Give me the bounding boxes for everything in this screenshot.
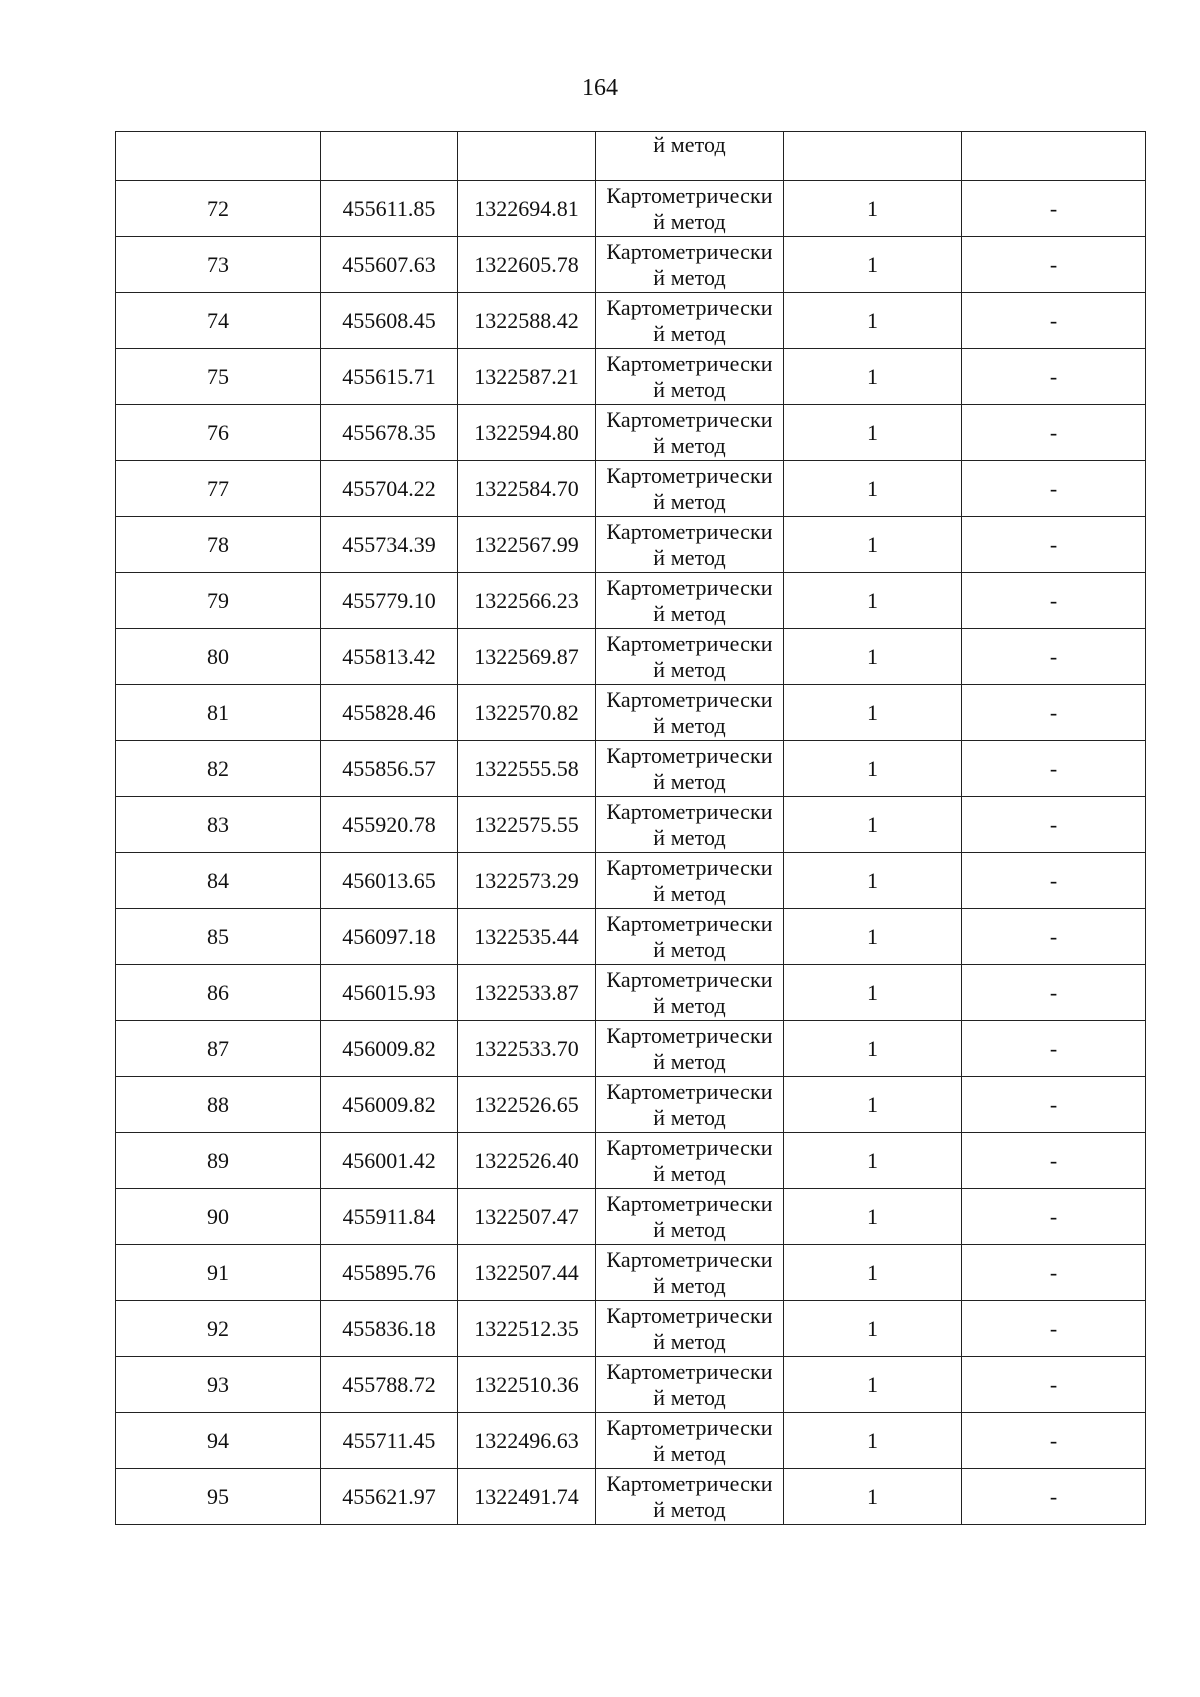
cell-x: 455678.35 (321, 405, 458, 461)
cell-accuracy (784, 132, 962, 181)
table-row (116, 461, 1146, 517)
method-line-1: Картометрически (606, 1190, 773, 1216)
cell-accuracy: 1 (784, 181, 962, 237)
cell-note: - (962, 797, 1146, 853)
method-line-2: й метод (653, 1440, 726, 1466)
cell-method (596, 1245, 784, 1301)
cell-y: 1322575.55 (458, 797, 596, 853)
table-row (116, 237, 1146, 293)
cell-method (596, 573, 784, 629)
table-row (116, 1469, 1146, 1525)
table-row (116, 1021, 1146, 1077)
table-row (116, 1077, 1146, 1133)
cell-y: 1322533.87 (458, 965, 596, 1021)
cell-note: - (962, 1469, 1146, 1525)
method-line-2: й метод (653, 1160, 726, 1186)
method-line: й метод (653, 132, 726, 157)
cell-y: 1322594.80 (458, 405, 596, 461)
table-row (116, 1245, 1146, 1301)
cell-point-number: 72 (116, 181, 321, 237)
cell-accuracy: 1 (784, 517, 962, 573)
cell-method (596, 909, 784, 965)
cell-y: 1322512.35 (458, 1301, 596, 1357)
method-line-1: Картометрически (606, 1302, 773, 1328)
cell-y: 1322605.78 (458, 237, 596, 293)
method-line-2: й метод (653, 768, 726, 794)
cell-point-number: 95 (116, 1469, 321, 1525)
cell-y: 1322496.63 (458, 1413, 596, 1469)
cell-accuracy: 1 (784, 1301, 962, 1357)
method-line-2: й метод (653, 544, 726, 570)
cell-note: - (962, 293, 1146, 349)
cell-note: - (962, 1357, 1146, 1413)
cell-method (596, 1133, 784, 1189)
cell-x: 455611.85 (321, 181, 458, 237)
cell-y: 1322694.81 (458, 181, 596, 237)
table-row (116, 797, 1146, 853)
cell-note: - (962, 909, 1146, 965)
table-row (116, 573, 1146, 629)
cell-note: - (962, 685, 1146, 741)
method-line-2: й метод (653, 488, 726, 514)
cell-accuracy: 1 (784, 293, 962, 349)
cell-x: 455734.39 (321, 517, 458, 573)
cell-y: 1322510.36 (458, 1357, 596, 1413)
cell-note (962, 132, 1146, 181)
cell-x (321, 132, 458, 181)
cell-y: 1322566.23 (458, 573, 596, 629)
method-line-2: й метод (653, 1328, 726, 1354)
table-body (116, 132, 1146, 1525)
cell-point-number: 83 (116, 797, 321, 853)
cell-y: 1322507.44 (458, 1245, 596, 1301)
cell-method (596, 293, 784, 349)
cell-x: 455704.22 (321, 461, 458, 517)
page-number: 164 (582, 75, 618, 101)
method-line-1: Картометрически (606, 1022, 773, 1048)
cell-accuracy: 1 (784, 1469, 962, 1525)
cell-y (458, 132, 596, 181)
method-line-1: Картометрически (606, 1134, 773, 1160)
cell-accuracy: 1 (784, 965, 962, 1021)
cell-method (596, 1413, 784, 1469)
method-line-1: Картометрически (606, 1470, 773, 1496)
method-line-2: й метод (653, 880, 726, 906)
method-line-2: й метод (653, 936, 726, 962)
cell-note: - (962, 405, 1146, 461)
method-line-1: Картометрически (606, 518, 773, 544)
method-line-2: й метод (653, 824, 726, 850)
method-line-2: й метод (653, 1496, 726, 1522)
cell-accuracy: 1 (784, 1357, 962, 1413)
cell-accuracy: 1 (784, 1245, 962, 1301)
cell-x: 455920.78 (321, 797, 458, 853)
cell-method (596, 1301, 784, 1357)
method-line-1: Картометрически (606, 910, 773, 936)
cell-accuracy: 1 (784, 629, 962, 685)
cell-y: 1322588.42 (458, 293, 596, 349)
cell-point-number: 82 (116, 741, 321, 797)
cell-y: 1322526.40 (458, 1133, 596, 1189)
method-line-2: й метод (653, 1048, 726, 1074)
cell-point-number: 78 (116, 517, 321, 573)
cell-x: 456013.65 (321, 853, 458, 909)
cell-accuracy: 1 (784, 853, 962, 909)
cell-note: - (962, 1077, 1146, 1133)
cell-point-number: 75 (116, 349, 321, 405)
cell-x: 456015.93 (321, 965, 458, 1021)
table-row (116, 965, 1146, 1021)
method-line-1: Картометрически (606, 630, 773, 656)
table-row (116, 405, 1146, 461)
cell-y: 1322535.44 (458, 909, 596, 965)
cell-accuracy: 1 (784, 741, 962, 797)
cell-x: 455836.18 (321, 1301, 458, 1357)
method-line-1: Картометрически (606, 574, 773, 600)
cell-method (596, 685, 784, 741)
cell-point-number: 91 (116, 1245, 321, 1301)
method-line-2: й метод (653, 1272, 726, 1298)
method-line-1: Картометрически (606, 182, 773, 208)
cell-accuracy: 1 (784, 1077, 962, 1133)
cell-x: 456001.42 (321, 1133, 458, 1189)
method-line-1: Картометрически (606, 854, 773, 880)
cell-y: 1322533.70 (458, 1021, 596, 1077)
cell-note: - (962, 1189, 1146, 1245)
table-row (116, 629, 1146, 685)
table-row (116, 909, 1146, 965)
method-line-1: Картометрически (606, 966, 773, 992)
cell-x: 455615.71 (321, 349, 458, 405)
cell-method (596, 629, 784, 685)
cell-note: - (962, 349, 1146, 405)
method-line-1: Картометрически (606, 686, 773, 712)
cell-method (596, 965, 784, 1021)
method-line-2: й метод (653, 600, 726, 626)
cell-x: 455621.97 (321, 1469, 458, 1525)
method-line-2: й метод (653, 1104, 726, 1130)
continuation-row (116, 132, 1146, 181)
table-row (116, 853, 1146, 909)
method-line-2: й метод (653, 656, 726, 682)
method-line-2: й метод (653, 320, 726, 346)
cell-note: - (962, 237, 1146, 293)
cell-method (596, 405, 784, 461)
table-row (116, 1301, 1146, 1357)
cell-note: - (962, 181, 1146, 237)
cell-point-number: 86 (116, 965, 321, 1021)
cell-point-number: 79 (116, 573, 321, 629)
table-row (116, 1133, 1146, 1189)
table-row (116, 685, 1146, 741)
table-row (116, 181, 1146, 237)
cell-y: 1322573.29 (458, 853, 596, 909)
cell-accuracy: 1 (784, 1413, 962, 1469)
method-line-2: й метод (653, 1384, 726, 1410)
cell-x: 455895.76 (321, 1245, 458, 1301)
cell-point-number: 94 (116, 1413, 321, 1469)
cell-method (596, 1469, 784, 1525)
method-line-1: Картометрически (606, 1358, 773, 1384)
cell-y: 1322570.82 (458, 685, 596, 741)
cell-accuracy: 1 (784, 685, 962, 741)
table-row (116, 1357, 1146, 1413)
cell-x: 455608.45 (321, 293, 458, 349)
cell-point-number: 92 (116, 1301, 321, 1357)
cell-method (596, 132, 784, 181)
cell-point-number: 84 (116, 853, 321, 909)
method-line-2: й метод (653, 1216, 726, 1242)
method-line-2: й метод (653, 376, 726, 402)
cell-y: 1322555.58 (458, 741, 596, 797)
cell-x: 455607.63 (321, 237, 458, 293)
method-line-1: Картометрически (606, 238, 773, 264)
cell-x: 456097.18 (321, 909, 458, 965)
method-line-2: й метод (653, 992, 726, 1018)
cell-note: - (962, 629, 1146, 685)
table-row (116, 1189, 1146, 1245)
cell-y: 1322584.70 (458, 461, 596, 517)
cell-point-number: 85 (116, 909, 321, 965)
cell-point-number: 93 (116, 1357, 321, 1413)
method-line-2: й метод (653, 264, 726, 290)
cell-note: - (962, 1413, 1146, 1469)
cell-y: 1322526.65 (458, 1077, 596, 1133)
cell-x: 455856.57 (321, 741, 458, 797)
cell-accuracy: 1 (784, 573, 962, 629)
cell-point-number (116, 132, 321, 181)
cell-note: - (962, 965, 1146, 1021)
cell-accuracy: 1 (784, 237, 962, 293)
cell-method (596, 517, 784, 573)
table-row (116, 1413, 1146, 1469)
cell-method (596, 853, 784, 909)
cell-accuracy: 1 (784, 909, 962, 965)
cell-x: 455788.72 (321, 1357, 458, 1413)
cell-accuracy: 1 (784, 1189, 962, 1245)
cell-point-number: 77 (116, 461, 321, 517)
method-line-1: Картометрически (606, 1246, 773, 1272)
cell-method (596, 1189, 784, 1245)
table-row (116, 293, 1146, 349)
method-line-1: Картометрически (606, 294, 773, 320)
cell-method (596, 181, 784, 237)
method-line-2: й метод (653, 712, 726, 738)
cell-accuracy: 1 (784, 1133, 962, 1189)
cell-point-number: 88 (116, 1077, 321, 1133)
cell-x: 455711.45 (321, 1413, 458, 1469)
cell-method (596, 237, 784, 293)
method-line-1: Картометрически (606, 1414, 773, 1440)
cell-accuracy: 1 (784, 349, 962, 405)
cell-x: 455828.46 (321, 685, 458, 741)
method-line-1: Картометрически (606, 462, 773, 488)
cell-x: 455779.10 (321, 573, 458, 629)
cell-note: - (962, 1021, 1146, 1077)
cell-method (596, 1021, 784, 1077)
cell-method (596, 349, 784, 405)
method-line-2: й метод (653, 432, 726, 458)
cell-y: 1322491.74 (458, 1469, 596, 1525)
cell-note: - (962, 517, 1146, 573)
method-line-1: Картометрически (606, 742, 773, 768)
cell-y: 1322567.99 (458, 517, 596, 573)
table-row (116, 517, 1146, 573)
cell-x: 455911.84 (321, 1189, 458, 1245)
cell-y: 1322507.47 (458, 1189, 596, 1245)
cell-note: - (962, 741, 1146, 797)
coordinates-table (115, 131, 1146, 1525)
cell-accuracy: 1 (784, 797, 962, 853)
cell-x: 456009.82 (321, 1077, 458, 1133)
cell-point-number: 74 (116, 293, 321, 349)
cell-note: - (962, 573, 1146, 629)
cell-note: - (962, 1245, 1146, 1301)
cell-point-number: 73 (116, 237, 321, 293)
table-row (116, 349, 1146, 405)
cell-note: - (962, 1301, 1146, 1357)
cell-point-number: 87 (116, 1021, 321, 1077)
method-line-1: Картометрически (606, 1078, 773, 1104)
cell-point-number: 81 (116, 685, 321, 741)
cell-method (596, 1077, 784, 1133)
cell-accuracy: 1 (784, 1021, 962, 1077)
table-row (116, 741, 1146, 797)
cell-x: 455813.42 (321, 629, 458, 685)
method-line-1: Картометрически (606, 798, 773, 824)
cell-y: 1322569.87 (458, 629, 596, 685)
method-line-1: Картометрически (606, 350, 773, 376)
cell-method (596, 461, 784, 517)
method-line-2: й метод (653, 208, 726, 234)
cell-accuracy: 1 (784, 405, 962, 461)
cell-method (596, 797, 784, 853)
cell-note: - (962, 461, 1146, 517)
cell-point-number: 80 (116, 629, 321, 685)
cell-point-number: 76 (116, 405, 321, 461)
cell-x: 456009.82 (321, 1021, 458, 1077)
cell-point-number: 90 (116, 1189, 321, 1245)
cell-y: 1322587.21 (458, 349, 596, 405)
cell-method (596, 741, 784, 797)
cell-method (596, 1357, 784, 1413)
cell-note: - (962, 1133, 1146, 1189)
method-line-1: Картометрически (606, 406, 773, 432)
cell-note: - (962, 853, 1146, 909)
cell-accuracy: 1 (784, 461, 962, 517)
cell-point-number: 89 (116, 1133, 321, 1189)
